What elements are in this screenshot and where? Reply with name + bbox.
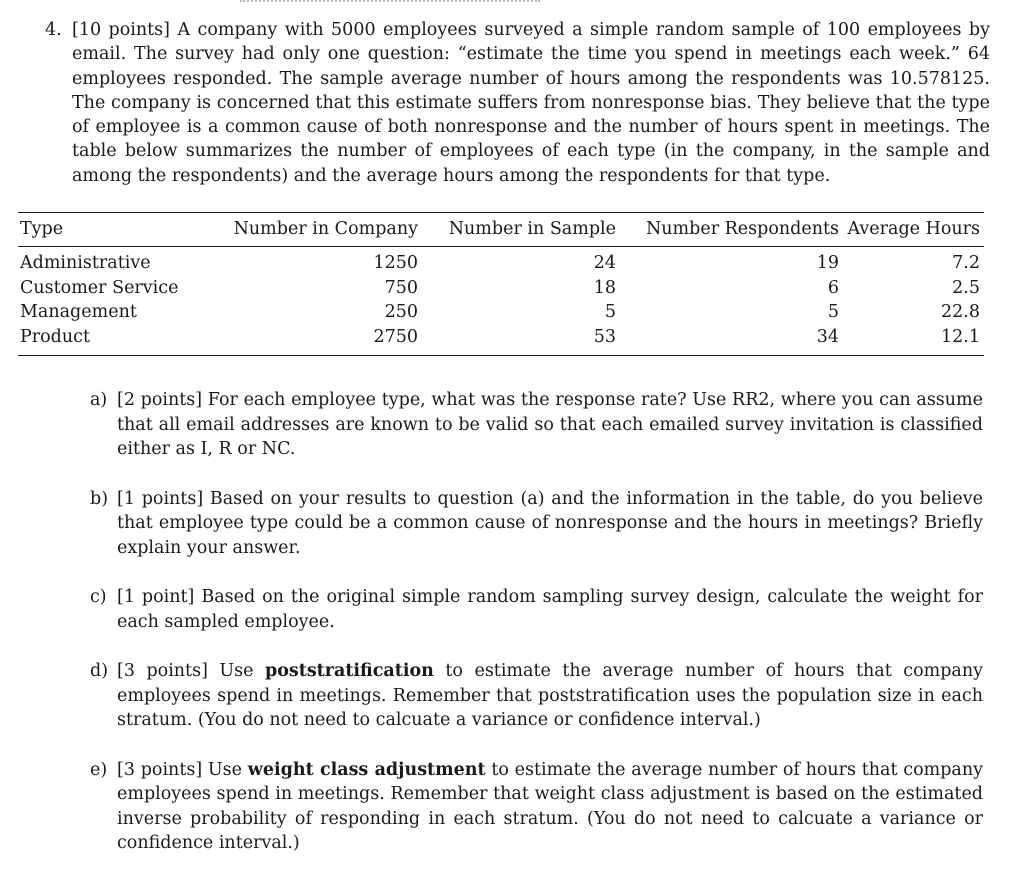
cell-sample: 5 bbox=[604, 302, 616, 323]
part-text-emphasis: poststratification bbox=[264, 661, 434, 681]
question-parts bbox=[90, 388, 983, 881]
cell-sample: 24 bbox=[593, 253, 616, 274]
cell-company: 2750 bbox=[373, 326, 418, 347]
part-text: [2 points] For each employee type, what was the response rate? Use RR2, where you can assume that all email addresses are known to be valid so that each emailed survey invitation is classified either as I, R or NC. bbox=[117, 390, 983, 459]
part-text-after: to estimate the average number of hours that company employees spend in meetings. Remember that weight class adjustment is based on the estimated inverse probability of responding in each stratum. (You do not need to calcuate a variance or confidence interval.) bbox=[117, 759, 984, 853]
part-c bbox=[90, 585, 983, 634]
table-row bbox=[18, 325, 984, 356]
problem-text: [10 points] A company with 5000 employees surveyed a simple random sample of 100 employees by email. The survey had only one question: “estimate the time you spend in meetings each week.” 64 employees responded. The sample average number of hours among the respondents was 10.578125. The company is concerned that this estimate suffers from nonresponse bias. They believe that the type of employee is a common cause of both nonresponse and the number of hours spent in meetings. The table below summarizes the number of employees of each type (in the company, in the sample and among the respondents) and the average hours among the respondents for that type. bbox=[72, 20, 990, 186]
part-e bbox=[90, 758, 983, 856]
table-header-row bbox=[18, 213, 984, 247]
part-text: [1 point] Based on the original simple random sampling survey design, calculate the weight for each sampled employee. bbox=[117, 587, 983, 632]
cell-average-hours: 22.8 bbox=[941, 302, 980, 323]
cell-type: Product bbox=[20, 326, 90, 347]
part-label: b) bbox=[90, 488, 109, 509]
employee-type-table bbox=[18, 212, 984, 356]
cell-respondents: 19 bbox=[816, 253, 839, 274]
cell-respondents: 34 bbox=[816, 326, 839, 347]
cell-type: Administrative bbox=[20, 253, 151, 274]
cell-company: 250 bbox=[384, 302, 418, 323]
cell-company: 750 bbox=[384, 277, 418, 298]
header-average-hours: Average Hours bbox=[847, 219, 980, 239]
problem-statement bbox=[45, 18, 990, 188]
cell-average-hours: 7.2 bbox=[952, 253, 980, 274]
cropped-previous-line bbox=[240, 0, 540, 2]
cell-type: Customer Service bbox=[20, 277, 179, 298]
table-row bbox=[18, 247, 984, 276]
part-label: c) bbox=[90, 587, 107, 607]
header-number-in-company: Number in Company bbox=[233, 219, 418, 239]
header-type: Type bbox=[20, 219, 64, 239]
part-text: [1 points] Based on your results to question (a) and the information in the table, do you believe that employee type could be a common cause of nonresponse and the hours in meetings? Briefly explain your answer. bbox=[117, 488, 983, 558]
cell-sample: 53 bbox=[593, 326, 616, 347]
part-b bbox=[90, 487, 983, 561]
table-row bbox=[18, 300, 984, 325]
cell-sample: 18 bbox=[593, 277, 616, 298]
cell-respondents: 5 bbox=[827, 302, 839, 323]
part-label: d) bbox=[90, 661, 109, 681]
part-label: a) bbox=[90, 390, 108, 410]
part-a bbox=[90, 388, 983, 462]
part-label: e) bbox=[90, 759, 108, 780]
header-number-in-sample: Number in Sample bbox=[448, 219, 616, 239]
part-text-after: to estimate the average number of hours that company employees spend in meetings. Remember that poststratification uses the population size in each stratum. (You do not need to calcuate a variance or confidence interval.) bbox=[117, 661, 983, 730]
part-text-before: [3 points] Use bbox=[117, 759, 248, 780]
cell-type: Management bbox=[20, 302, 137, 323]
part-text-before: [3 points] Use bbox=[117, 661, 265, 681]
cell-respondents: 6 bbox=[827, 277, 839, 298]
part-text-emphasis: weight class adjustment bbox=[247, 759, 486, 780]
problem-number: 4. bbox=[45, 20, 62, 40]
table-row bbox=[18, 276, 984, 301]
cell-average-hours: 2.5 bbox=[952, 277, 980, 298]
header-number-respondents: Number Respondents bbox=[645, 219, 839, 239]
cell-company: 1250 bbox=[373, 253, 418, 274]
cell-average-hours: 12.1 bbox=[941, 326, 980, 347]
part-d bbox=[90, 659, 983, 733]
